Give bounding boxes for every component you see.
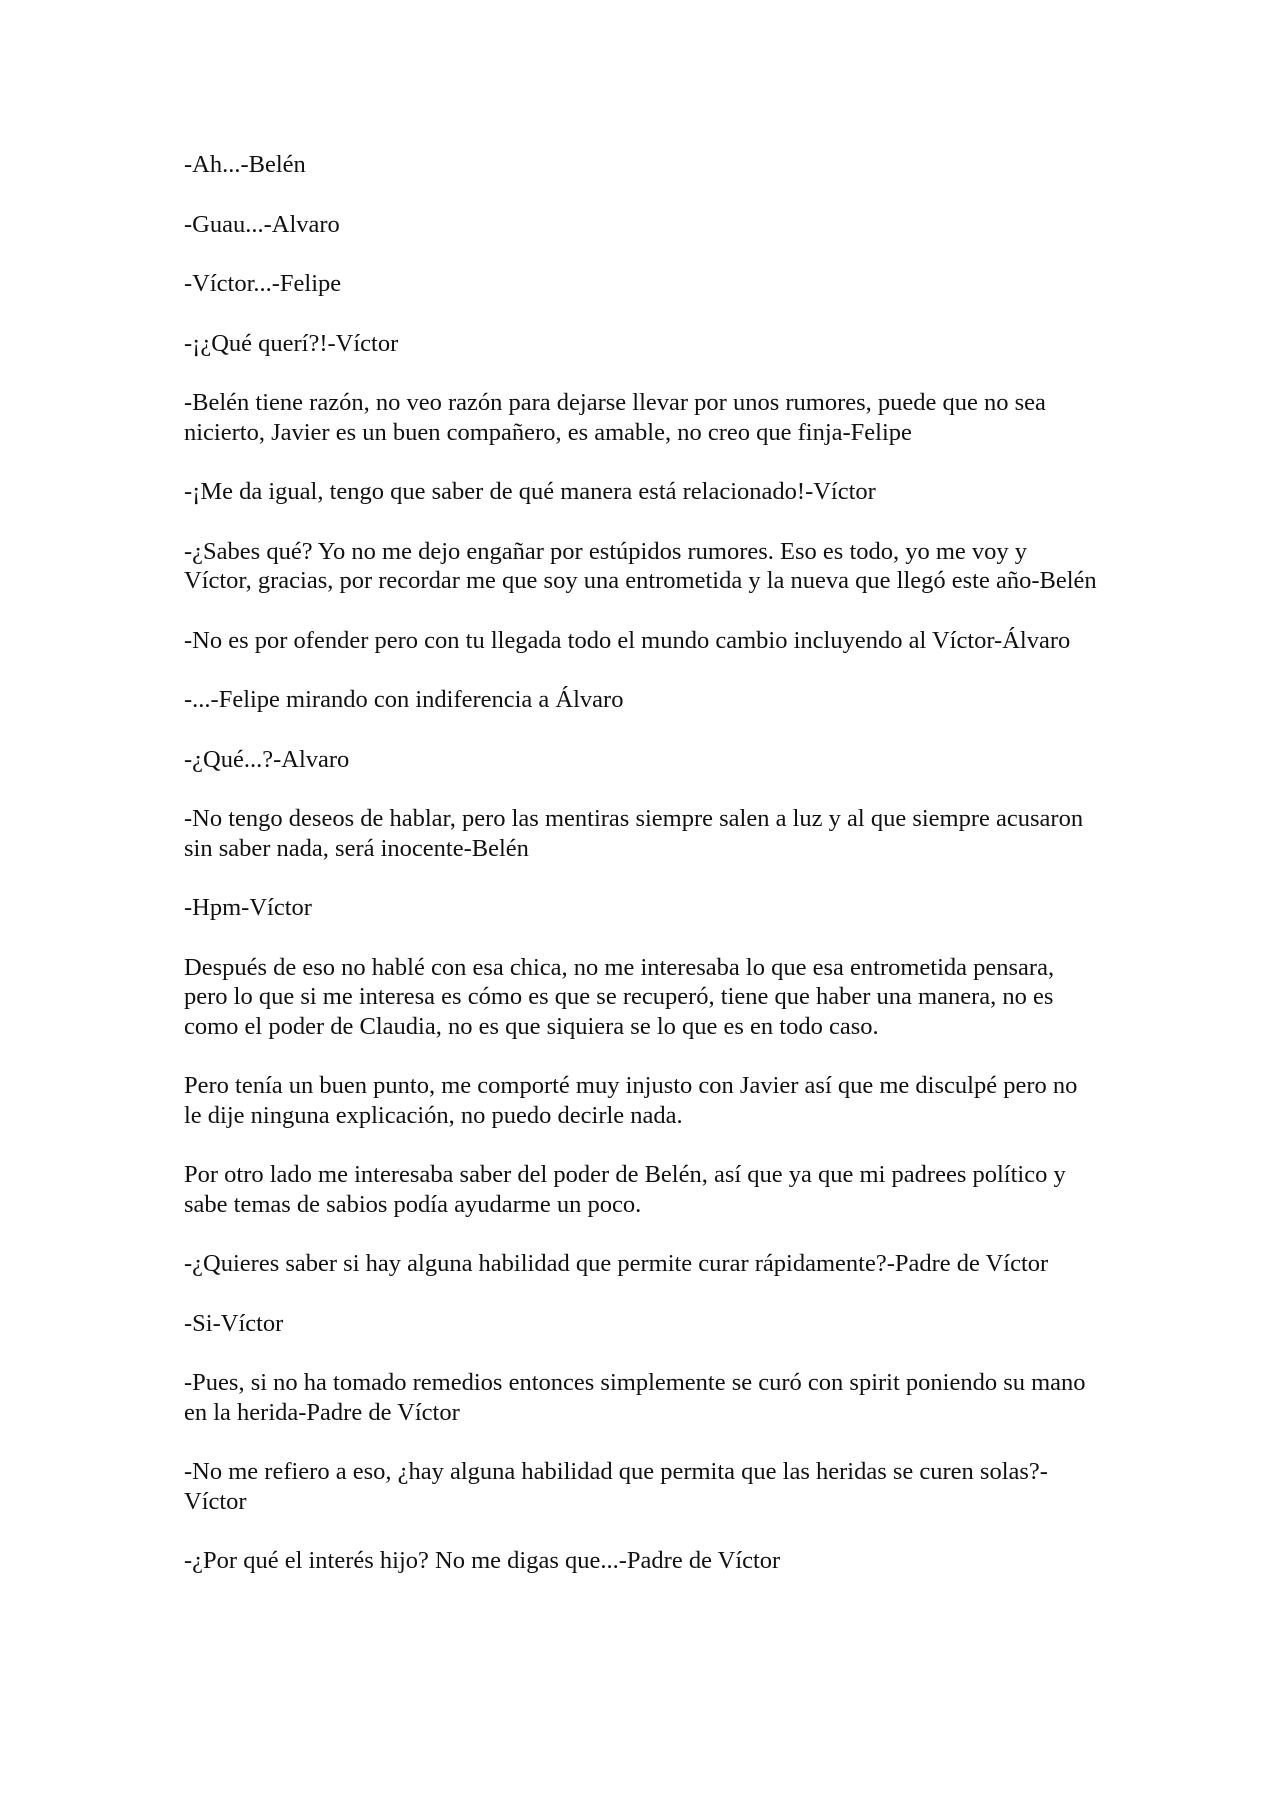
paragraph-10: -¿Qué...?-Alvaro <box>184 745 350 773</box>
paragraph-18: -Pues, si no ha tomado remedios entonces simplemente se curó con spirit poniendo su mano en la herida-Padre de Víctor <box>184 1369 1086 1426</box>
paragraph-1: -Ah...-Belén <box>184 151 306 178</box>
paragraph-12: -Hpm-Víctor <box>184 894 312 921</box>
paragraph-9: -...-Felipe mirando con indiferencia a Álvaro <box>184 686 624 713</box>
paragraph-14: Pero tenía un buen punto, me comporté muy injusto con Javier así que me disculpé pero no le dije ninguna explicación, no puedo decirle nada. <box>184 1072 1078 1129</box>
paragraph-17: -Si-Víctor <box>184 1309 284 1337</box>
paragraph-16: -¿Quieres saber si hay alguna habilidad que permite curar rápidamente?-Padre de Víctor <box>184 1250 1049 1277</box>
paragraph-15: Por otro lado me interesaba saber del poder de Belén, así que ya que mi padrees político y sabe temas de sabios podía ayudarme un poco. <box>184 1161 1066 1218</box>
paragraph-20: -¿Por qué el interés hijo? No me digas que...-Padre de Víctor <box>184 1547 781 1574</box>
paragraph-3: -Víctor...-Felipe <box>184 270 342 297</box>
paragraph-11: -No tengo deseos de hablar, pero las mentiras siempre salen a luz y al que siempre acusaron sin saber nada, será inocente-Belén <box>184 805 1084 862</box>
paragraph-2: -Guau...-Alvaro <box>184 210 340 238</box>
paragraph-4: -¡¿Qué querí?!-Víctor <box>184 329 399 357</box>
paragraph-7: -¿Sabes qué? Yo no me dejo engañar por estúpidos rumores. Eso es todo, yo me voy y Víctor, gracias, por recordar me que soy una entrometida y la nueva que llegó este año-Belén <box>184 537 1097 594</box>
paragraph-13: Después de eso no hablé con esa chica, no me interesaba lo que esa entrometida pensara, pero lo que si me interesa es cómo es que se recuperó, tiene que haber una manera, no es como el poder de Claudia, no es que siquiera se lo que es en todo caso. <box>184 953 1055 1040</box>
paragraph-5: -Belén tiene razón, no veo razón para dejarse llevar por unos rumores, puede que no sea nicierto, Javier es un buen compañero, es amable, no creo que finja-Felipe <box>184 389 1046 446</box>
paragraph-8: -No es por ofender pero con tu llegada todo el mundo cambio incluyendo al Víctor-Álvaro <box>184 626 1071 654</box>
paragraph-19: -No me refiero a eso, ¿hay alguna habilidad que permita que las heridas se curen solas?-Víctor <box>184 1458 1048 1515</box>
document-page <box>184 150 1100 1606</box>
paragraph-6: -¡Me da igual, tengo que saber de qué manera está relacionado!-Víctor <box>184 478 876 505</box>
